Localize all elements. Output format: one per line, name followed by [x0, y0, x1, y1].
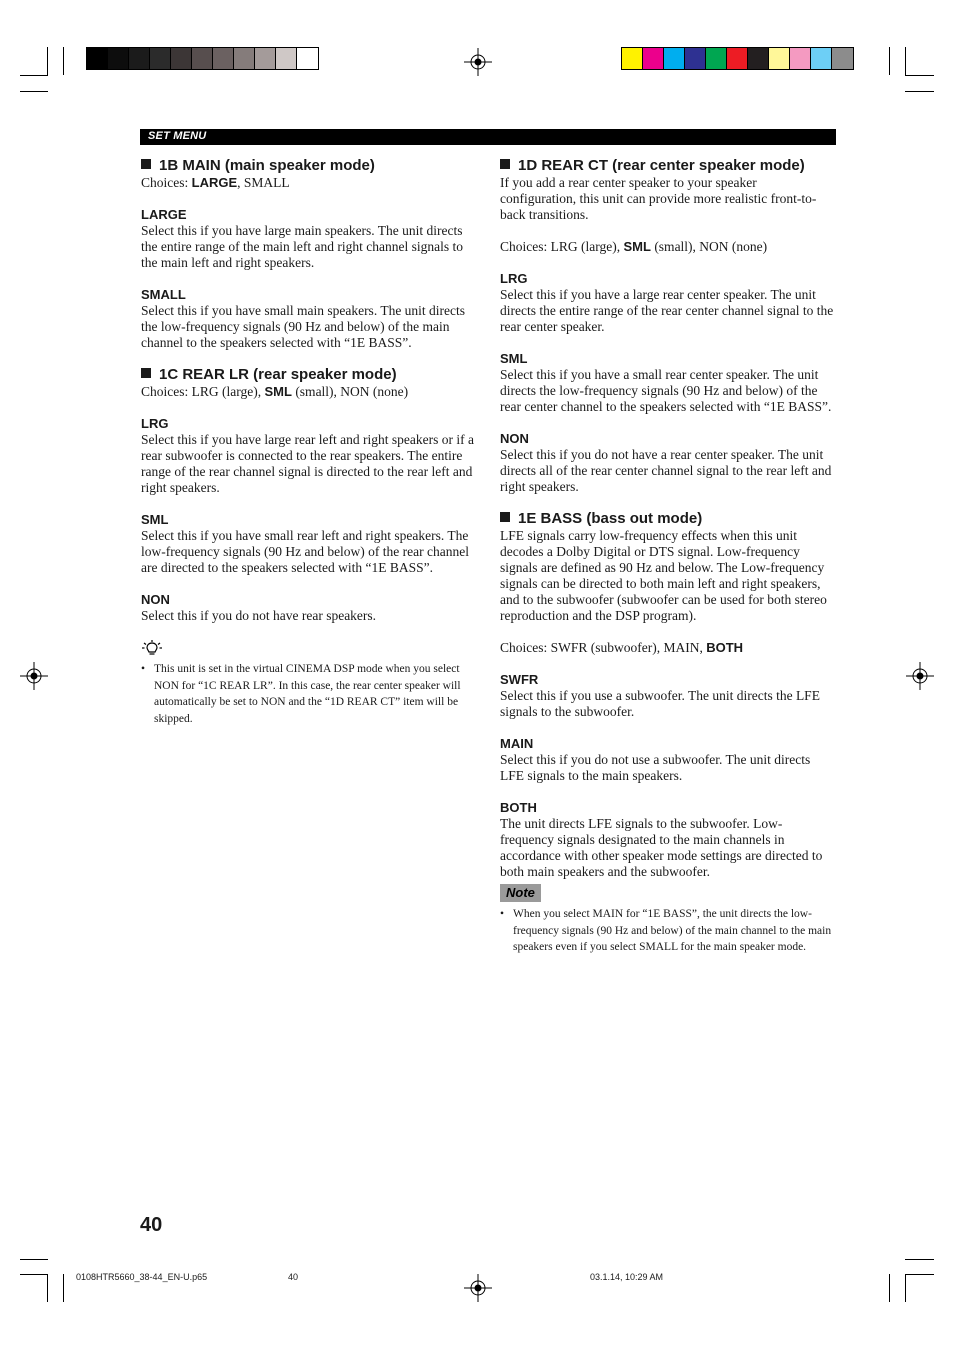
color-swatch: [622, 48, 643, 69]
crop-mark: [20, 75, 48, 76]
registration-mark-icon: [464, 48, 492, 76]
crop-mark: [63, 47, 64, 75]
gray-swatch: [150, 48, 171, 69]
crop-mark: [905, 1274, 934, 1275]
large-heading: LARGE: [141, 207, 187, 222]
bass-heading: 1E BASS (bass out mode): [500, 509, 836, 528]
crop-mark: [905, 1274, 906, 1302]
color-swatch: [769, 48, 790, 69]
square-bullet-icon: [141, 159, 151, 169]
color-swatch: [832, 48, 853, 69]
crop-mark: [889, 47, 890, 75]
crop-mark: [47, 47, 48, 75]
color-swatch: [811, 48, 832, 69]
crop-mark: [889, 1274, 890, 1302]
square-bullet-icon: [500, 512, 510, 522]
crop-mark: [63, 1274, 64, 1302]
swfr-heading: SWFR: [500, 672, 539, 687]
bass-choices: Choices: SWFR (subwoofer), MAIN, BOTH: [500, 640, 744, 655]
square-bullet-icon: [500, 159, 510, 169]
crop-mark: [905, 75, 934, 76]
large-text: Select this if you have large main speakers. The unit directs the entire range of the main left and right channel signals to the main left and right speakers.: [141, 223, 464, 270]
center-sml-heading: SML: [500, 351, 528, 366]
crop-mark: [905, 47, 906, 75]
both-heading: BOTH: [500, 800, 537, 815]
registration-mark-icon: [20, 662, 48, 690]
bass-main-heading: MAIN: [500, 736, 534, 751]
crop-mark: [905, 91, 934, 92]
color-calibration-bar: [621, 47, 854, 70]
rear-speaker-heading: 1C REAR LR (rear speaker mode): [141, 365, 477, 384]
crop-mark: [905, 1259, 934, 1260]
crop-mark: [20, 1259, 48, 1260]
bass-main-text: Select this if you do not use a subwoofer. The unit directs LFE signals to the main speakers.: [500, 752, 811, 783]
center-non-heading: NON: [500, 431, 529, 446]
tip-lightbulb-icon: [141, 640, 163, 656]
rear-sml-text: Select this if you have small rear left and right speakers. The low-frequency signals (90 Hz and below) of the rear channel are directed to the speakers selected with “1E BASS”.: [141, 528, 469, 575]
rear-non-text: Select this if you do not have rear speakers.: [141, 608, 377, 623]
note-text: • When you select MAIN for “1E BASS”, the unit directs the low-frequency signals (90 Hz and below) of the main channel to the main speakers even if you select SMALL for the main speaker mode.: [500, 908, 832, 953]
crop-mark: [47, 1274, 48, 1302]
gray-swatch: [234, 48, 255, 69]
gray-swatch: [297, 48, 318, 69]
footer-page: 40: [288, 1272, 299, 1282]
swfr-text: Select this if you use a subwoofer. The unit directs the LFE signals to the subwoofer.: [500, 688, 820, 719]
rear-center-intro: If you add a rear center speaker to your speaker configuration, this unit can provide more realistic front-to-back transitions.: [500, 175, 817, 222]
right-column: [500, 156, 836, 956]
center-lrg-heading: LRG: [500, 271, 528, 286]
crop-mark: [20, 1274, 48, 1275]
rear-sml-heading: SML: [141, 512, 169, 527]
color-swatch: [706, 48, 727, 69]
color-swatch: [790, 48, 811, 69]
bass-intro: LFE signals carry low-frequency effects when this unit decodes a Dolby Digital or DTS signal. Low-frequency signals are defined as 90 Hz and below. The Low-frequency signals can be directed to both main left and right speakers, and to the subwoofer (subwoofer can be used for both stereo reproduction and the DSP program).: [500, 528, 827, 623]
tip-text: • This unit is set in the virtual CINEMA DSP mode when you select NON for “1C REAR LR”. In this case, the rear center speaker will automatically be set to NON and the “1D REAR CT” item will be skipped.: [141, 663, 461, 725]
gray-swatch: [129, 48, 150, 69]
main-choices: Choices: LARGE, SMALL: [141, 175, 290, 190]
rear-center-heading: 1D REAR CT (rear center speaker mode): [500, 156, 836, 175]
color-swatch: [685, 48, 706, 69]
rear-center-choices: Choices: LRG (large), SML (small), NON (none): [500, 239, 768, 254]
small-heading: SMALL: [141, 287, 186, 302]
registration-mark-icon: [464, 1274, 492, 1302]
color-swatch: [748, 48, 769, 69]
small-text: Select this if you have small main speakers. The unit directs the low-frequency signals (90 Hz and below) of the main channel to the speakers selected with “1E BASS”.: [141, 303, 466, 350]
registration-mark-icon: [906, 662, 934, 690]
center-lrg-text: Select this if you have a large rear center speaker. The unit directs the entire range of the rear center channel signal to the rear center speaker.: [500, 287, 834, 334]
crop-mark: [20, 91, 48, 92]
color-swatch: [664, 48, 685, 69]
section-header-strip: [140, 129, 836, 145]
center-non-text: Select this if you do not have a rear center speaker. The unit directs all of the rear center channel signal to the rear left and right speakers.: [500, 447, 832, 494]
rear-lrg-heading: LRG: [141, 416, 169, 431]
gray-swatch: [276, 48, 297, 69]
note-badge: Note: [500, 884, 541, 902]
gray-swatch: [171, 48, 192, 69]
gray-calibration-bar: [86, 47, 319, 70]
gray-swatch: [213, 48, 234, 69]
rear-choices: Choices: LRG (large), SML (small), NON (none): [141, 384, 409, 399]
section-label: SET MENU: [148, 130, 207, 142]
left-column: [141, 156, 477, 727]
footer-filename: 0108HTR5660_38-44_EN-U.p65: [76, 1272, 208, 1282]
page-number: 40: [140, 1214, 163, 1236]
color-swatch: [727, 48, 748, 69]
main-speaker-heading: 1B MAIN (main speaker mode): [141, 156, 477, 175]
gray-swatch: [192, 48, 213, 69]
square-bullet-icon: [141, 368, 151, 378]
rear-non-heading: NON: [141, 592, 170, 607]
gray-swatch: [255, 48, 276, 69]
rear-lrg-text: Select this if you have large rear left and right speakers or if a rear subwoofer is connected to the rear speakers. The entire range of the rear channel signal is directed to the rear left and right speakers.: [141, 432, 474, 495]
gray-swatch: [108, 48, 129, 69]
center-sml-text: Select this if you have a small rear center speaker. The unit directs the low-frequency signals (90 Hz and below) of the rear center channel to the speakers selected with “1E BASS”.: [500, 367, 832, 414]
footer-date: 03.1.14, 10:29 AM: [590, 1272, 664, 1282]
both-text: The unit directs LFE signals to the subwoofer. Low-frequency signals designated to the main channels in accordance with other speaker mode settings are directed to both main speakers and the subwoofer.: [500, 816, 823, 879]
color-swatch: [643, 48, 664, 69]
gray-swatch: [87, 48, 108, 69]
